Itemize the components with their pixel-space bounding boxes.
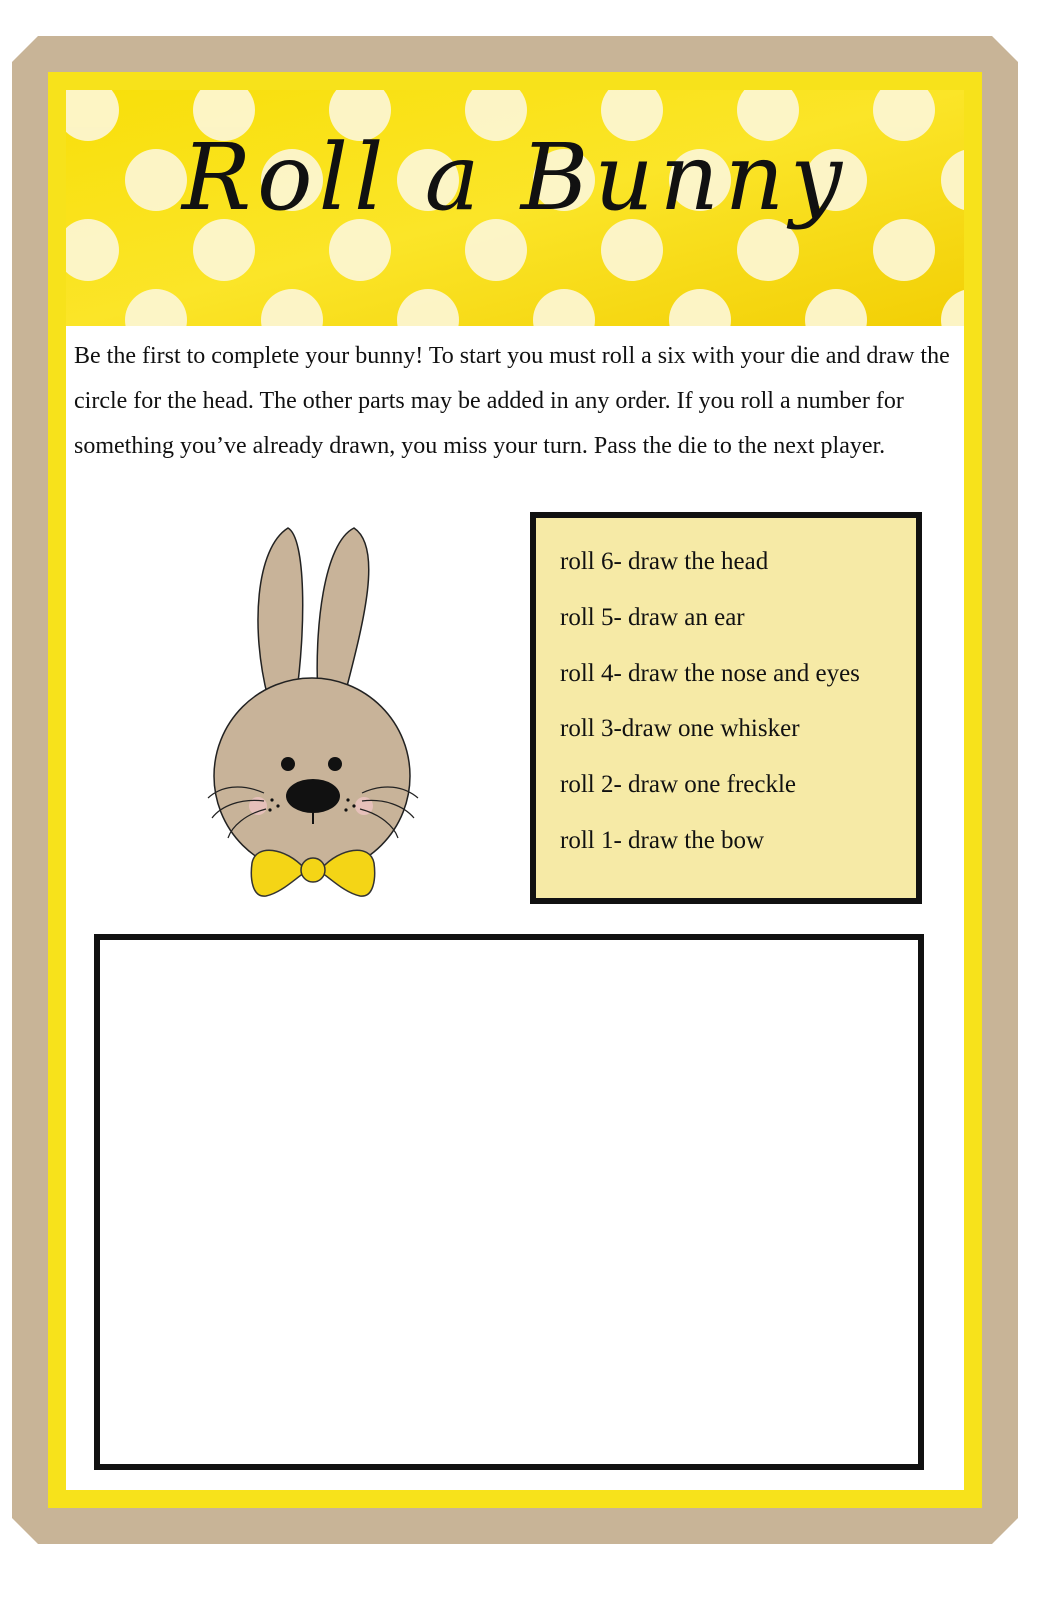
drawing-area[interactable] (94, 934, 924, 1470)
rule-item: roll 3-draw one whisker (560, 715, 800, 743)
dice-rules-list (536, 518, 916, 855)
bunny-head-illustration (206, 518, 436, 918)
rule-item: roll 2- draw one freckle (560, 771, 796, 799)
rule-item: roll 6- draw the head (560, 548, 769, 575)
title-banner (66, 90, 964, 326)
dice-rules-box (530, 512, 922, 904)
instructions-paragraph: Be the first to complete your bunny! To start you must roll a six with your die and draw the circle for the head. The other parts may be added in any order. If you roll a number for something you’ve already drawn, you miss your turn. Pass the die to the next player. (74, 343, 950, 459)
rule-item: roll 1- draw the bow (560, 826, 765, 854)
page-title: Roll a Bunny (181, 124, 849, 231)
worksheet-page (66, 90, 964, 1490)
rule-item: roll 4- draw the nose and eyes (560, 659, 860, 687)
rule-item: roll 5- draw an ear (560, 603, 745, 631)
